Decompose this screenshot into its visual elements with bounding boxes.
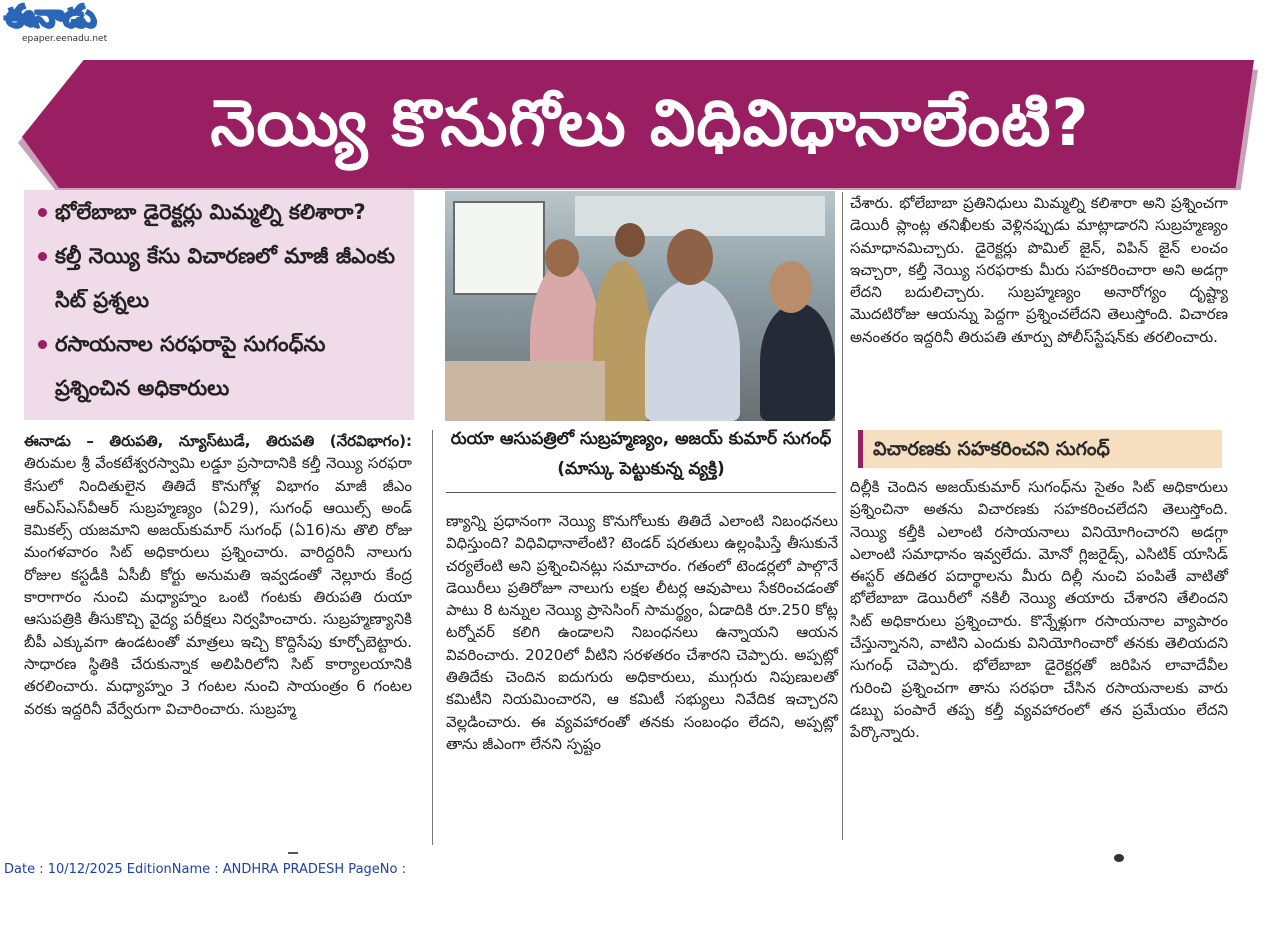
highlight-item [24, 234, 414, 322]
bullet-icon [38, 340, 47, 349]
highlight-text: భోలేబాబా డైరెక్టర్లు మిమ్మల్ని కలిశారా? [55, 200, 366, 224]
column-divider [432, 430, 433, 845]
photo-head [770, 261, 812, 313]
highlight-text: కల్తీ నెయ్యి కేసు విచారణలో మాజీ జీఎంకు సిట్ ప్రశ్నలు [55, 244, 395, 312]
news-photo [445, 191, 835, 421]
article-column-1 [24, 430, 412, 720]
photo-head [545, 239, 579, 277]
article-column-4 [850, 476, 1228, 744]
column-divider [842, 192, 843, 840]
photo-head [667, 229, 713, 285]
photo-head [615, 223, 645, 257]
newspaper-logo[interactable] [4, 2, 124, 48]
photo-person [760, 303, 835, 421]
article-text: ణ్యాన్ని ప్రధానంగా నెయ్యి కొనుగోలుకు తితిదే ఎలాంటి నిబంధనలు విధిస్తుంది? విధివిధానాలేంటి? టెండర్ షరతులు ఉల్లంఘిస్తే తీసుకునే చర్యలేంటి అని ప్రశ్నించినట్లు సమాచారం. గతంలో టెండర్లలో పాల్గొనే డెయిరీలు ప్రతిరోజూ నాలుగు లక్షల లీటర్ల ఆవుపాలు సేకరించడంతో పాటు 8 టన్నుల నెయ్యి ప్రాసెసింగ్ సామర్థ్యం, ఏడాదికి రూ.250 కోట్ల టర్నోవర్ కలిగి ఉండాలని నిబంధనలు ఉన్నాయని ఆయన వివరించారు. 2020లో వీటిని సరళతరం చేశారని చెప్పారు. అప్పట్లో తితిదేకు చెందిన ఐదుగురు అధికారులు, ముగ్గురు నిపుణులతో కమిటీని నియమించారని, ఆ కమిటీ సభ్యులు నివేదిక ఇచ్చారని వెల్లడించారు. ఈ వ్యవహారంతో తనకు సంబంధం లేదని, అప్పట్లో తాను జీఎంగా లేనని స్పష్టం [446, 512, 838, 753]
article-column-2 [446, 510, 838, 755]
photo-desk [445, 361, 605, 421]
photo-whiteboard [453, 201, 545, 295]
highlights-box [24, 190, 414, 420]
photo-person [645, 279, 740, 421]
highlight-text: రసాయనాల సరఫరాపై సుగంధ్‌ను ప్రశ్నించిన అధికారులు [55, 332, 326, 400]
article-column-3 [850, 192, 1228, 348]
article-text: తిరుమల శ్రీ వేంకటేశ్వరస్వామి లడ్డూ ప్రసాదానికి కల్తీ నెయ్యి సరఫరా కేసులో నిందితులైన తితిదే కొనుగోళ్ల విభాగం మాజీ జీఎం ఆర్‌ఎస్‌ఎస్‌వీఆర్ సుబ్రహ్మణ్యం (ఏ29), సుగంధ్ ఆయిల్స్ అండ్ కెమికల్స్ యజమాని అజయ్‌కుమార్ సుగంధ్ (ఏ16)ను తొలి రోజు మంగళవారం సిట్ అధికారులు ప్రశ్నించారు. వారిద్దరినీ నాలుగు రోజుల కస్టడీకి ఏసీబీ కోర్టు అనుమతి ఇవ్వడంతో నెల్లూరు కేంద్ర కారాగారం నుంచి మధ్యాహ్నం ఒంటి గంటకు తిరుపతి రుయా ఆసుపత్రికి తీసుకొచ్చి వైద్య పరీక్షలు నిర్వహించారు. సుబ్రహ్మణ్యానికి బీపీ ఎక్కువగా ఉండటంతో మాత్రలు ఇచ్చి కొద్దిసేపు కూర్చోబెట్టారు. సాధారణ స్థితికి చేరుకున్నాక అలిపిరిలోని సిట్ కార్యాలయానికి తరలించారు. మధ్యాహ్నం 3 గంటల నుంచి సాయంత్రం 6 గంటల వరకు ఇద్దరినీ వేర్వేరుగా విచారించారు. సుబ్రహ్మ [24, 454, 412, 718]
bullet-icon [38, 252, 47, 261]
article-text: చేశారు. భోలేబాబా ప్రతినిధులు మిమ్మల్ని కలిశారా అని ప్రశ్నించగా డెయిరీ ప్లాంట్ల తనిఖీలకు వెళ్లినప్పుడు మాట్లాడారని సుబ్రహ్మణ్యం సమాధానమిచ్చారు. డైరెక్టర్లు పొమిల్ జైన్, విపిన్ జైన్ లంచం ఇచ్చారా, కల్తీ నెయ్యి సరఫరాకు మీరు సహకరించారా అని అడగ్గా లేదని బదులిచ్చారు. సుబ్రహ్మణ్యం అనారోగ్యం దృష్ట్యా మొదటిరోజు ఆయన్ను పెద్దగా ప్రశ్నించలేదని తెలుస్తోంది. విచారణ అనంతరం ఇద్దరినీ తిరుపతి తూర్పు పోలీస్‌స్టేషన్‌కు తరలించారు. [850, 194, 1228, 346]
divider-mark [288, 852, 298, 854]
article-dateline: ఈనాడు – తిరుపతి, న్యూస్‌టుడే, తిరుపతి (నేరవిభాగం): [24, 432, 412, 450]
photo-shelf [575, 196, 825, 236]
photo-caption: రుయా ఆసుపత్రిలో సుబ్రహ్మణ్యం, అజయ్ కుమార్ సుగంధ్ (మాస్కు పెట్టుకున్న వ్యక్తి) [450, 429, 832, 479]
highlight-item [24, 322, 414, 410]
logo-mark: ఈనాడు [4, 0, 95, 34]
edition-footer: Date : 10/12/2025 EditionName : ANDHRA PRADESH PageNo : [4, 862, 406, 877]
headline: నెయ్యి కొనుగోలు విధివిధానాలేంటి? [210, 87, 1090, 161]
article-text: దిల్లీకి చెందిన అజయ్‌కుమార్ సుగంధ్‌ను సైతం సిట్ అధికారులు ప్రశ్నించినా అతను విచారణకు సహకరించలేదని తెలుస్తోంది. నెయ్యి కల్తీకి ఎలాంటి రసాయనాలు వినియోగించారని అడగ్గా ఎలాంటి సమాధానం ఇవ్వలేదు. మోనో గ్లిజరైడ్స్, ఎసిటిక్ యాసిడ్ ఈస్టర్ తదితర పదార్థాలను మీరు దిల్లీ నుంచి పంపితే వాటితో భోలేబాబా డెయిరీలో నకిలీ నెయ్యి తయారు చేశారని తేలిందని సిట్ అధికారులు ప్రశ్నించారు. కొన్నేళ్లుగా రసాయనాల వ్యాపారం చేస్తున్నానని, వాటిని ఎందుకు వినియోగించారో తనకు తెలియదని సుగంధ్ చెప్పారు. భోలేబాబా డైరెక్టర్లతో జరిపిన లావాదేవీల గురించి ప్రశ్నించగా తాను సరఫరా చేసిన రసాయనాలకు వారు డబ్బు పంపారే తప్ప కల్తీ వ్యవహారంలో తన ప్రమేయం లేదని పేర్కొన్నారు. [850, 478, 1228, 742]
logo-url: epaper.eenadu.net [22, 34, 108, 44]
bullet-icon [38, 208, 47, 217]
article-subheading: విచారణకు సహకరించని సుగంధ్ [858, 430, 1222, 468]
caption-divider [446, 492, 836, 493]
end-mark [1114, 854, 1124, 862]
highlight-item [24, 190, 414, 234]
